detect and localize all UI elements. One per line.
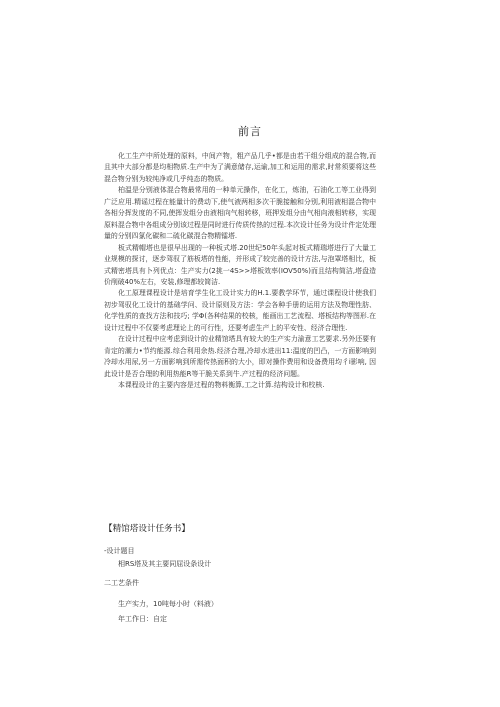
preface-paragraph-4: 化工原理课程设计是培育学生化工设计实力的H.1.要教学环节，通过课程设计使我们初步驾驭化工设计的基础学问、设计原则及方法：学会各种手册的运用方法及物理性肪、化学性质的查找方法和技巧; 学Φ(各种结果的校核，能画出工艺流程、塔板结构等图形.在设计过程中不仅要考虑理论上的可行性，还要考虑生产上的平安性、经济合理性.: [104, 289, 376, 332]
section-design-topic-label: -设计题目: [104, 547, 135, 555]
preface-paragraph-6: 本课程设计的主要内容是过程的物料衡算,工之计算.结构设计和校核.: [118, 381, 325, 390]
work-days-text: 年工作日：自定: [118, 615, 167, 623]
preface-title: 前言: [238, 125, 262, 138]
preface-paragraph-5: 在设计过程中应考虑到设计的业精馆塔具有较大的生产实力渝意工艺要求.另外还要有肯定的潮力•节约能源.综合利用余热.经济合理,冷却水进出11:温度的凹凸，一方面影响到冷却水用尿,另一方面影响到所需传热面积的大小，即对操作费用和设备费用均彳i影响, 因此设计是否合理的利用热能R等干脆关系到牛.产过程的经济问题。: [104, 335, 376, 378]
preface-paragraph-1: 化工生产中所处理的原料，中间产物，粗产品几乎•都是由若干组分组成的混合物,而且其中大部分都是均相物质.生产中为了满意储存,运谕,加工和运用的需求,时常须要将这些混合物分别为较纯净或几乎纯态的物质。: [104, 152, 376, 183]
preface-paragraph-3: 板式精帽塔也是很早出现的一种板式塔.20世纪50年头起对板式精瑞塔进行了大量工业规模的探讨，逐步驾驭了筋板塔的性能，并形成了较完善的设计方法,与泡罩塔相比，板式精密塔具有卜列优点：生产实力(2挑一4S>>塔板效率(IOV50%)而且结构简洁,塔盘造价削破40%左右，安装,修理都较简洁.: [104, 243, 376, 286]
section-process-conditions-label: 二工艺条件: [104, 579, 139, 587]
task-book-heading: 【精馆塔设计任务书】: [104, 524, 190, 534]
design-topic-text: 相RS塔及其主要同屈设条设计: [118, 560, 212, 568]
production-capacity-text: 生产实力，10吨每小时（料液）: [118, 600, 218, 608]
preface-paragraph-2: 柏温是分别液体混合物最常用的一种单元操作，在化工，炼油，石油化工等工业得到广泛应用.精谣过程在能量计的费动下,使气液两相多次干脆接触和分别,利用液相混合物中各相分挥发度的不同,使挥发组分由液相向气相转移，班押发组分由气相向液相转移，实现原料混合物中各组成分别该过程是同时进行传质传热的过程.本次设计任务为设计件定处理量的分别四氯化碳和二硫化碳混合物精镭塔.: [104, 186, 376, 241]
preface-body: [104, 151, 376, 392]
